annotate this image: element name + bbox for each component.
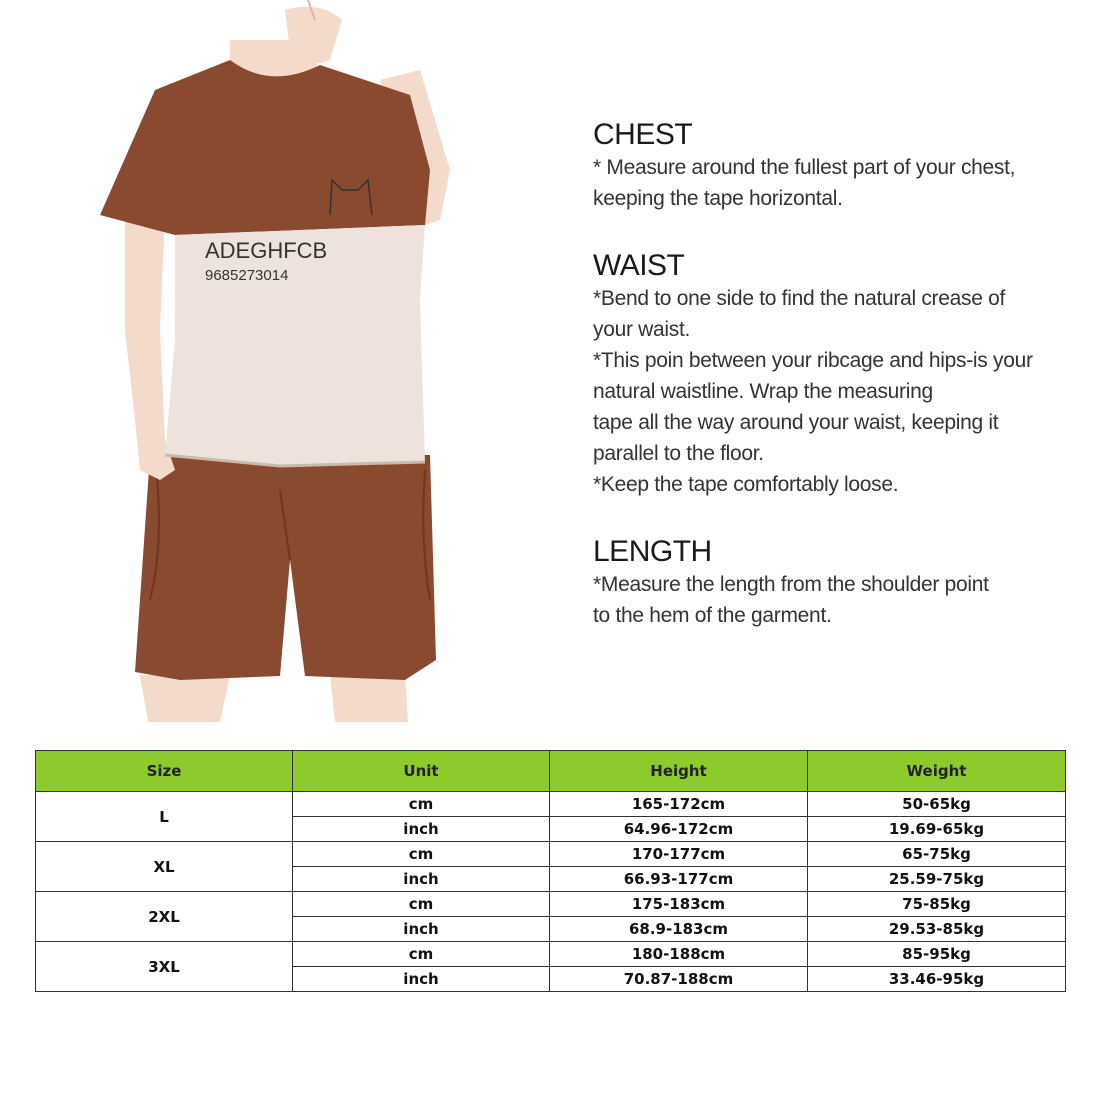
weight-cell: 65-75kg	[808, 842, 1066, 867]
chest-heading: CHEST	[593, 118, 693, 151]
waist-line-1: *Bend to one side to find the natural crease of	[593, 287, 1006, 310]
table-row	[36, 892, 1066, 917]
waist-line-4: natural waistline. Wrap the measuring	[593, 380, 933, 403]
length-section	[593, 535, 1093, 631]
unit-cell: cm	[293, 892, 550, 917]
weight-cell: 19.69-65kg	[808, 817, 1066, 842]
chest-line-2: keeping the tape horizontal.	[593, 187, 843, 210]
shorts	[135, 455, 436, 680]
waist-line-3: *This poin between your ribcage and hips-is your	[593, 349, 1033, 372]
size-cell: XL	[36, 842, 293, 892]
header-size: Size	[36, 751, 293, 792]
size-chart-table	[35, 750, 1066, 992]
weight-cell: 75-85kg	[808, 892, 1066, 917]
unit-cell: inch	[293, 867, 550, 892]
waist-line-7: *Keep the tape comfortably loose.	[593, 473, 899, 496]
waist-heading: WAIST	[593, 249, 685, 282]
weight-cell: 85-95kg	[808, 942, 1066, 967]
size-cell: L	[36, 792, 293, 842]
height-cell: 64.96-172cm	[550, 817, 808, 842]
chest-line-1: * Measure around the fullest part of your chest,	[593, 156, 1016, 179]
length-line-1: *Measure the length from the shoulder point	[593, 573, 989, 596]
size-cell: 3XL	[36, 942, 293, 992]
length-line-2: to the hem of the garment.	[593, 604, 832, 627]
height-cell: 68.9-183cm	[550, 917, 808, 942]
left-leg	[140, 675, 230, 722]
header-height: Height	[550, 751, 808, 792]
chest-section	[593, 118, 1093, 214]
unit-cell: inch	[293, 967, 550, 992]
unit-cell: cm	[293, 792, 550, 817]
weight-cell: 25.59-75kg	[808, 867, 1066, 892]
shirt-print-line2: 9685273014	[205, 267, 289, 284]
weight-cell: 50-65kg	[808, 792, 1066, 817]
table-row	[36, 942, 1066, 967]
waist-section	[593, 249, 1093, 500]
shirt-print-line1: ADEGHFCB	[205, 238, 328, 263]
height-cell: 170-177cm	[550, 842, 808, 867]
height-cell: 70.87-188cm	[550, 967, 808, 992]
height-cell: 66.93-177cm	[550, 867, 808, 892]
unit-cell: cm	[293, 842, 550, 867]
length-heading: LENGTH	[593, 535, 712, 568]
weight-cell: 29.53-85kg	[808, 917, 1066, 942]
waist-line-2: your waist.	[593, 318, 691, 341]
size-cell: 2XL	[36, 892, 293, 942]
weight-cell: 33.46-95kg	[808, 967, 1066, 992]
shirt-top	[100, 60, 430, 235]
product-photo	[80, 0, 500, 722]
table-row	[36, 792, 1066, 817]
model-illustration	[80, 0, 500, 722]
unit-cell: cm	[293, 942, 550, 967]
measuring-guide	[593, 118, 1093, 631]
height-cell: 165-172cm	[550, 792, 808, 817]
height-cell: 180-188cm	[550, 942, 808, 967]
unit-cell: inch	[293, 917, 550, 942]
header-unit: Unit	[293, 751, 550, 792]
header-weight: Weight	[808, 751, 1066, 792]
height-cell: 175-183cm	[550, 892, 808, 917]
waist-line-5: tape all the way around your waist, keeping it	[593, 411, 999, 434]
unit-cell: inch	[293, 817, 550, 842]
table-row	[36, 842, 1066, 867]
waist-line-6: parallel to the floor.	[593, 442, 764, 465]
right-leg	[330, 675, 408, 722]
table-header-row	[36, 751, 1066, 792]
